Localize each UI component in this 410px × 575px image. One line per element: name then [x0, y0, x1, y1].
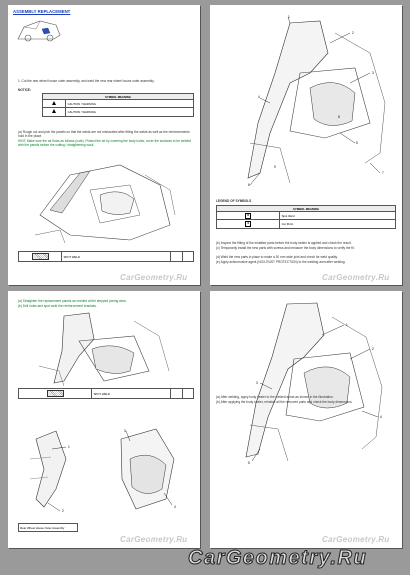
hint-text: HINT: Make sure the air flows as follows (note). Protect the air by covering the body holes; cover the surfaces to be welded with the panels before the cutting / straightening work.	[18, 139, 191, 148]
legend-table	[18, 251, 194, 262]
note-a: (a) After welding, apply body sealer to the welded areas as shown in the illustration.	[216, 395, 334, 399]
callout-1: 1	[346, 323, 348, 327]
note-b: (b) After applying the body sealer, reinstall all the removed parts and check the body dimensions.	[216, 400, 353, 404]
callout-4: 4	[380, 415, 382, 419]
weld-point-icon: O	[247, 213, 250, 217]
note-b: (b) Inspect the fitting of the installed parts before the body sealer is applied and check the result.	[216, 241, 352, 245]
table-row	[19, 252, 194, 262]
callout-8: 8	[338, 115, 340, 119]
legend-title: LEGEND OF SYMBOLS	[216, 199, 252, 203]
callout-9: 9	[274, 165, 276, 169]
illustration-caption: Rear Wheel House Outer Assembly	[19, 524, 78, 532]
watermark: CarGeometry.Ru	[322, 273, 390, 282]
outer-panel-illustration	[26, 419, 186, 519]
note-a: (a) Straighten the replacement panels as needed at the stepped joining area.	[18, 299, 127, 303]
callout-6: 6	[248, 183, 250, 187]
caution-table	[42, 93, 194, 117]
wheel-house-illustration	[30, 155, 180, 245]
callout-4: 4	[258, 95, 260, 99]
callout-7: 7	[382, 171, 384, 175]
caution-table-header: SYMBOL MEANING	[43, 94, 194, 100]
table-row	[43, 108, 194, 116]
watermark: CarGeometry.Ru	[322, 535, 390, 544]
note-d: (d) Weld the new parts in place to make a 30 mm wide joint and check for weld quality.	[216, 255, 338, 259]
callout-2: 2	[62, 509, 64, 513]
table-cell: CAUTION / WARNING	[66, 100, 194, 108]
symbol-legend-table	[216, 205, 396, 229]
cut-point-icon: X	[245, 221, 251, 227]
callout-3: 3	[372, 71, 374, 75]
manual-page-2	[210, 5, 402, 285]
warning-triangle-icon	[52, 101, 56, 105]
watermark: CarGeometry.Ru	[120, 535, 188, 544]
manual-page-1	[8, 5, 200, 285]
table-row	[43, 100, 194, 108]
legend-label: SPOT WELD	[62, 252, 171, 262]
callout-1: 1	[288, 15, 290, 19]
spot-weld-pattern-icon	[47, 390, 64, 397]
callout-5: 5	[356, 141, 358, 145]
caption-box	[18, 523, 78, 532]
legend-label: SPOT WELD	[92, 389, 171, 399]
manual-page-3	[8, 291, 200, 548]
footer-watermark: CarGeometry.Ru	[188, 547, 368, 569]
callout-4: 4	[174, 505, 176, 509]
callout-5: 5	[248, 461, 250, 465]
wheel-house-weld-illustration	[34, 311, 174, 386]
callout-2: 2	[372, 347, 374, 351]
caution-label: NOTICE:	[18, 88, 32, 92]
watermark: CarGeometry.Ru	[120, 273, 188, 282]
callout-3: 3	[124, 429, 126, 433]
instruction-a: (a) Rough cut and pick the panels so that the welds are not mislocated after fitting the welds as well as the reinforcements hold in the place.	[18, 130, 190, 139]
legend-table	[18, 388, 194, 399]
table-row	[19, 389, 194, 399]
table-cell: Spot Weld	[280, 212, 396, 220]
table-row	[217, 220, 396, 228]
vehicle-location-illustration	[14, 17, 64, 43]
legend-table-header: SYMBOL MEANING	[217, 206, 396, 212]
callout-1: 1	[68, 445, 70, 449]
table-cell: Cut Point	[280, 220, 396, 228]
assembly-exploded-illustration	[230, 13, 395, 198]
note-b: (b) Drill holes and spot weld the reinforcement brackets.	[18, 304, 97, 308]
warning-triangle-icon	[52, 109, 56, 113]
table-row	[217, 212, 396, 220]
callout-2: 2	[352, 31, 354, 35]
note-c: (c) Temporarily install the new parts with screws and measure the body dimensions to verify the fit.	[216, 246, 355, 250]
note-e: (e) Apply anticorrosive agent (NOX-RUST PROTECTION) to the welding area after welding.	[216, 260, 346, 264]
section-title: ASSEMBLY REPLACEMENT	[13, 9, 71, 14]
manual-page-4	[210, 291, 402, 548]
spot-weld-pattern-icon	[32, 253, 49, 260]
step-1-text: 1. Cut the rear wheel house outer assembly, and weld the new rear wheel house outer assembly.	[18, 79, 155, 83]
callout-3: 3	[256, 381, 258, 385]
table-cell: CAUTION / WARNING	[66, 108, 194, 116]
